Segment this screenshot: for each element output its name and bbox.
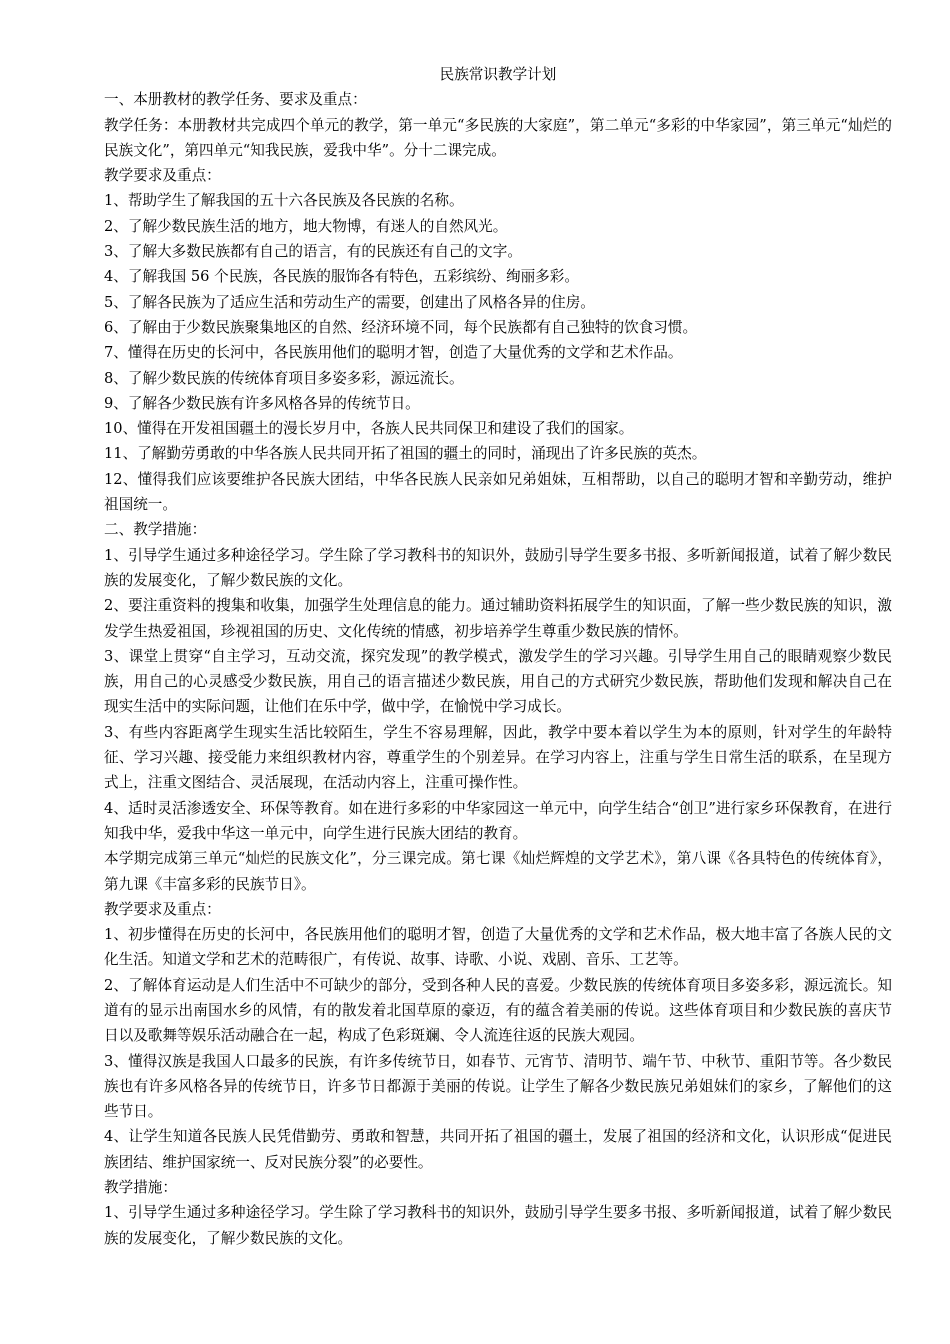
paragraph: 2、了解少数民族生活的地方，地大物博，有迷人的自然风光。 bbox=[104, 217, 508, 235]
paragraph: 4、让学生知道各民族人民凭借勤劳、勇敢和智慧，共同开拓了祖国的疆土，发展了祖国的经济和文化，认识形成“促进民族团结、维护国家统一、反对民族分裂”的必要性。 bbox=[104, 1128, 892, 1171]
paragraph: 12、懂得我们应该要维护各民族大团结，中华各民族人民亲如兄弟姐妹，互相帮助，以自己的聪明才智和辛勤劳动，维护祖国统一。 bbox=[104, 470, 892, 514]
paragraph: 2、了解体育运动是人们生活中不可缺少的部分，受到各种人民的喜爱。少数民族的传统体育项目多姿多彩，源远流长。知道有的显示出南国水乡的风情，有的散发着北国草原的豪迈，有的蕴含着美丽的传说。这些体育项目和少数民族的喜庆节日以及歌舞等娱乐活动融合在一起，构成了色彩斑斓、令人流连往返的民族大观园。 bbox=[104, 976, 892, 1045]
paragraph: 本学期完成第三单元“灿烂的民族文化”，分三课完成。第七课《灿烂辉煌的文学艺术》，第八课《各具特色的传统体育》，第九课《丰富多彩的民族节日》。 bbox=[104, 850, 892, 893]
paragraph: 教学要求及重点： bbox=[104, 900, 221, 918]
paragraph: 教学措施： bbox=[104, 1179, 177, 1197]
paragraph: 1、帮助学生了解我国的五十六各民族及各民族的名称。 bbox=[104, 192, 464, 210]
paragraph: 3、课堂上贯穿“自主学习，互动交流，探究发现”的教学模式，激发学生的学习兴趣。引导学生用自己的眼睛观察少数民族，用自己的心灵感受少数民族，用自己的语言描述少数民族，用自己的方式研究少数民族，帮助他们发现和解决自己在现实生活中的实际问题，让他们在乐中学，做中学，在愉悦中学习成长。 bbox=[104, 647, 892, 716]
paragraph: 二、教学措施： bbox=[104, 521, 207, 539]
paragraph: 1、初步懂得在历史的长河中，各民族用他们的聪明才智，创造了大量优秀的文学和艺术作品，极大地丰富了各族人民的文化生活。知道文学和艺术的范畴很广，有传说、故事、诗歌、小说、戏剧、音乐、工艺等。 bbox=[104, 926, 892, 969]
paragraph: 4、了解我国 56 个民族，各民族的服饰各有特色，五彩缤纷、绚丽多彩。 bbox=[104, 268, 579, 286]
paragraph: 3、了解大多数民族都有自己的语言，有的民族还有自己的文字。 bbox=[104, 243, 522, 261]
paragraph: 6、了解由于少数民族聚集地区的自然、经济环境不同，每个民族都有自己独特的饮食习惯。 bbox=[104, 318, 698, 336]
document-page bbox=[104, 62, 892, 1251]
paragraph: 9、了解各少数民族有许多风格各异的传统节日。 bbox=[104, 394, 420, 412]
document-title: 民族常识教学计划 bbox=[439, 66, 557, 83]
paragraph: 11、了解勤劳勇敢的中华各族人民共同开拓了祖国的疆土的同时，涌现出了许多民族的英杰。 bbox=[104, 445, 707, 463]
paragraph: 1、引导学生通过多种途径学习。学生除了学习教科书的知识外，鼓励引导学生要多书报、多听新闻报道，试着了解少数民族的发展变化，了解少数民族的文化。 bbox=[104, 1204, 892, 1247]
paragraph: 5、了解各民族为了适应生活和劳动生产的需要，创建出了风格各异的住房。 bbox=[104, 293, 595, 311]
paragraph: 教学要求及重点： bbox=[104, 167, 221, 185]
paragraph: 7、懂得在历史的长河中，各民族用他们的聪明才智，创造了大量优秀的文学和艺术作品。 bbox=[104, 344, 683, 362]
paragraph: 3、有些内容距离学生现实生活比较陌生，学生不容易理解，因此，教学中要本着以学生为本的原则，针对学生的年龄特征、学习兴趣、接受能力来组织教材内容，尊重学生的个别差异。在学习内容上，注重与学生日常生活的联系，在呈现方式上，注重文图结合、灵活展现，在活动内容上，注重可操作性。 bbox=[104, 723, 892, 792]
paragraph: 4、适时灵活渗透安全、环保等教育。如在进行多彩的中华家园这一单元中，向学生结合“创卫”进行家乡环保教育，在进行知我中华，爱我中华这一单元中，向学生进行民族大团结的教育。 bbox=[104, 799, 892, 842]
paragraph: 一、本册教材的教学任务、要求及重点： bbox=[104, 91, 367, 109]
paragraph: 1、引导学生通过多种途径学习。学生除了学习教科书的知识外，鼓励引导学生要多书报、多听新闻报道，试着了解少数民族的发展变化，了解少数民族的文化。 bbox=[104, 546, 892, 589]
paragraph: 10、懂得在开发祖国疆土的漫长岁月中，各族人民共同保卫和建设了我们的国家。 bbox=[104, 420, 634, 438]
paragraph: 8、了解少数民族的传统体育项目多姿多彩，源远流长。 bbox=[104, 369, 464, 387]
paragraph: 2、要注重资料的搜集和收集，加强学生处理信息的能力。通过辅助资料拓展学生的知识面，了解一些少数民族的知识，激发学生热爱祖国，珍视祖国的历史、文化传统的情感，初步培养学生尊重少数民族的情怀。 bbox=[104, 597, 892, 640]
paragraph: 3、懂得汉族是我国人口最多的民族，有许多传统节日，如春节、元宵节、清明节、端午节、中秋节、重阳节等。各少数民族也有许多风格各异的传统节日，许多节日都源于美丽的传说。让学生了解各少数民族兄弟姐妹们的家乡，了解他们的这些节日。 bbox=[104, 1052, 892, 1121]
paragraph: 教学任务：本册教材共完成四个单元的教学，第一单元“多民族的大家庭”，第二单元“多彩的中华家园”，第三单元“灿烂的民族文化”，第四单元“知我民族，爱我中华”。分十二课完成。 bbox=[104, 116, 892, 159]
